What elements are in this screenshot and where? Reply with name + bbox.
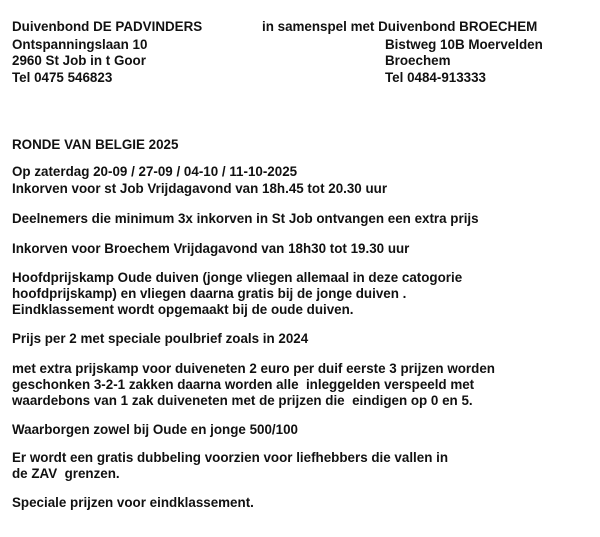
extra-prize-note: Deelnemers die minimum 3x inkorven in St Job ontvangen een extra prijs (12, 211, 479, 226)
organizer-city: 2960 St Job in t Goor (12, 53, 146, 68)
doubling-line: de ZAV grenzen. (12, 466, 120, 481)
final-prizes: Speciale prijzen voor eindklassement. (12, 495, 254, 510)
main-prize-line: Eindklassement wordt opgemaakt bij de oude duiven. (12, 302, 354, 317)
partner-intro: in samenspel met Duivenbond BROECHEM (262, 19, 538, 34)
main-prize-line: hoofdprijskamp) en vliegen daarna gratis bij de jonge duiven . (12, 286, 407, 301)
doubling-line: Er wordt een gratis dubbeling voorzien voor liefhebbers die vallen in (12, 450, 449, 465)
race-dates: Op zaterdag 20-09 / 27-09 / 04-10 / 11-10-2025 (12, 164, 298, 179)
basketing-st-job: Inkorven voor st Job Vrijdagavond van 18h.45 tot 20.30 uur (12, 181, 388, 196)
organizer-name: Duivenbond DE PADVINDERS (12, 19, 203, 34)
organizer-phone: Tel 0475 546823 (12, 70, 113, 85)
document-title: RONDE VAN BELGIE 2025 (12, 137, 179, 152)
partner-street: Bistweg 10B Moervelden (385, 37, 543, 52)
basketing-broechem: Inkorven voor Broechem Vrijdagavond van 18h30 tot 19.30 uur (12, 241, 410, 256)
partner-city: Broechem (385, 53, 451, 68)
main-prize-line: Hoofdprijskamp Oude duiven (jonge vliegen allemaal in deze catogorie (12, 270, 463, 285)
partner-phone: Tel 0484-913333 (385, 70, 487, 85)
feed-prize-line: met extra prijskamp voor duiveneten 2 euro per duif eerste 3 prijzen worden (12, 361, 495, 376)
organizer-street: Ontspanningslaan 10 (12, 37, 148, 52)
prize-per-two: Prijs per 2 met speciale poulbrief zoals in 2024 (12, 331, 309, 346)
feed-prize-line: waardebons van 1 zak duiveneten met de prijzen die eindigen op 0 en 5. (12, 393, 473, 408)
guarantees: Waarborgen zowel bij Oude en jonge 500/100 (12, 422, 298, 437)
feed-prize-line: geschonken 3-2-1 zakken daarna worden alle inleggelden verspeeld met (12, 377, 475, 392)
